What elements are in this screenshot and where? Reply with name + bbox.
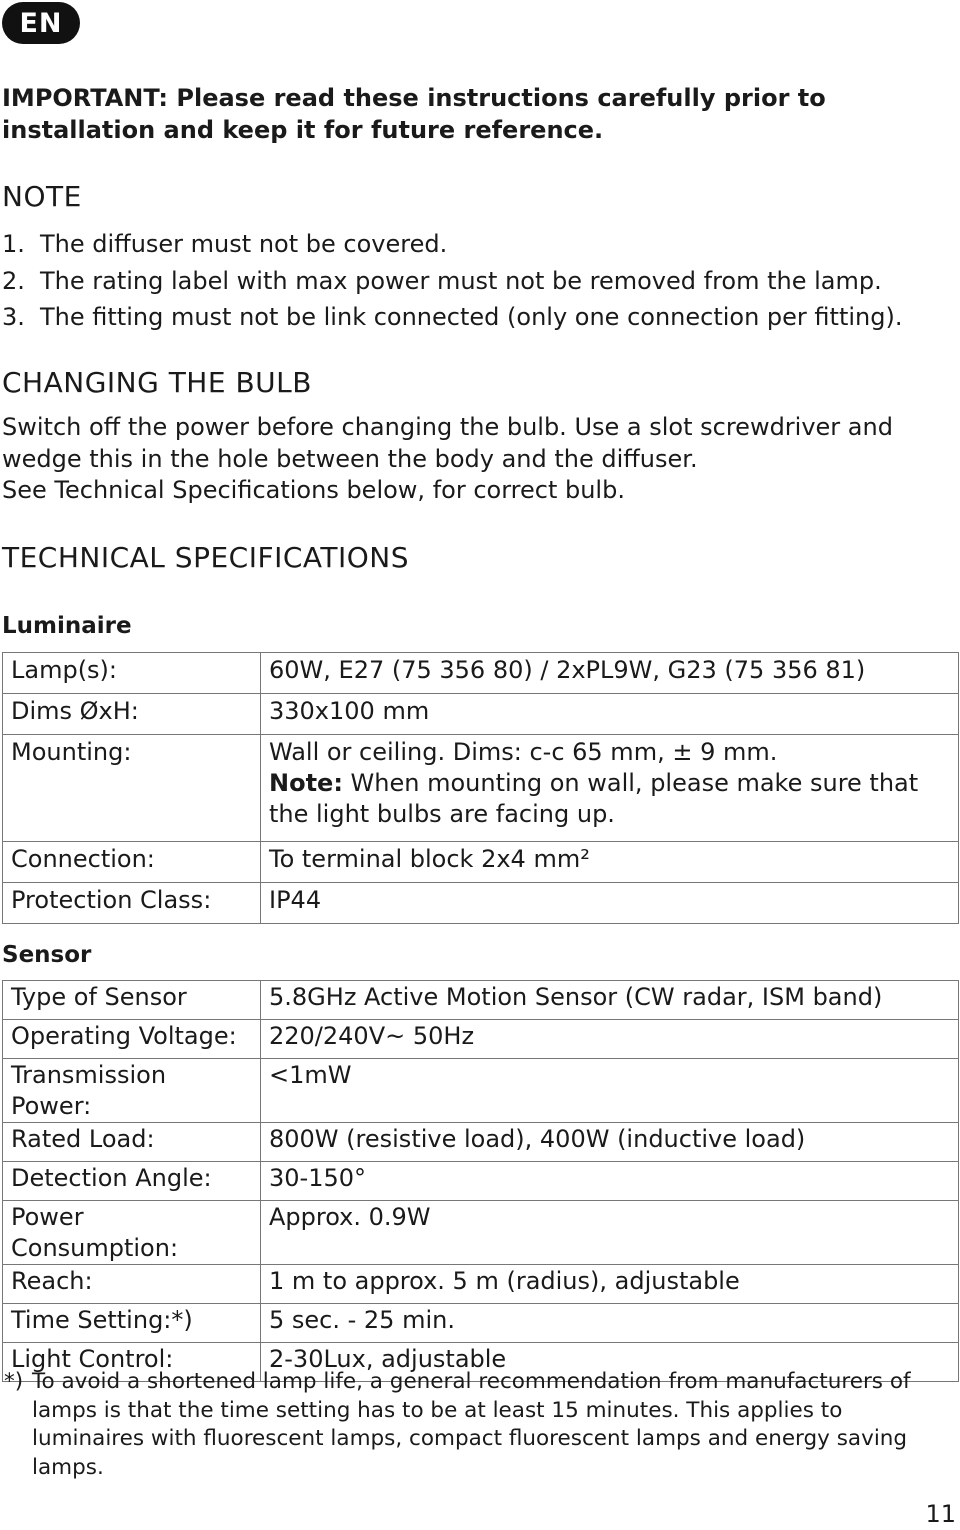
spec-value: 30-150° (261, 1162, 959, 1201)
spec-value: To terminal block 2x4 mm² (261, 842, 959, 883)
spec-label: Operating Voltage: (3, 1020, 261, 1059)
table-row (3, 694, 959, 735)
spec-label: Transmission Power: (3, 1059, 261, 1123)
spec-label: Mounting: (3, 735, 261, 842)
sensor-title: Sensor (2, 942, 92, 968)
spec-value: 800W (resistive load), 400W (inductive load) (261, 1123, 959, 1162)
spec-value: Wall or ceiling. Dims: c-c 65 mm, ± 9 mm. (269, 738, 778, 766)
list-text: The rating label with max power must not be removed from the lamp. (40, 266, 882, 295)
list-number: 1. (2, 230, 25, 258)
list-item (2, 263, 902, 300)
list-item (2, 226, 902, 263)
table-row (3, 1059, 959, 1123)
spec-value-cell (261, 735, 959, 842)
table-row (3, 1304, 959, 1343)
spec-label: Dims ØxH: (3, 694, 261, 735)
spec-label: Light Control: (3, 1343, 261, 1382)
table-row (3, 883, 959, 924)
table-row (3, 1123, 959, 1162)
footnote-mark: *) (4, 1369, 24, 1394)
tech-spec-heading: TECHNICAL SPECIFICATIONS (2, 541, 409, 574)
spec-value: 330x100 mm (261, 694, 959, 735)
bulb-instruction: Switch off the power before changing the bulb. Use a slot screwdriver and wedge this in the hole between the body and the diffuser. (2, 413, 893, 473)
note-label: Note: (269, 769, 343, 797)
table-row (3, 842, 959, 883)
spec-value: 2-30Lux, adjustable (261, 1343, 959, 1382)
sensor-table (2, 980, 959, 1382)
table-row (3, 735, 959, 842)
spec-label: Type of Sensor (3, 981, 261, 1020)
spec-label: Lamp(s): (3, 653, 261, 694)
changing-bulb-heading: CHANGING THE BULB (2, 366, 312, 399)
table-row (3, 1162, 959, 1201)
luminaire-table (2, 652, 959, 924)
footnote-text: To avoid a shortened lamp life, a general recommendation from manufacturers of lamps is that the time setting has to be at least 15 minutes. This applies to luminaires with fluorescent lamps, compact fluorescent lamps and energy saving lamps. (32, 1369, 911, 1480)
changing-bulb-text (2, 412, 952, 507)
spec-label: Protection Class: (3, 883, 261, 924)
spec-label: Reach: (3, 1265, 261, 1304)
spec-value: 220/240V~ 50Hz (261, 1020, 959, 1059)
page-number: 11 (925, 1500, 956, 1528)
table-row (3, 1201, 959, 1265)
table-row (3, 1265, 959, 1304)
spec-value: 60W, E27 (75 356 80) / 2xPL9W, G23 (75 356 81) (261, 653, 959, 694)
spec-label: Power Consumption: (3, 1201, 261, 1265)
table-row (3, 1020, 959, 1059)
spec-value: IP44 (261, 883, 959, 924)
spec-value: 5.8GHz Active Motion Sensor (CW radar, ISM band) (261, 981, 959, 1020)
language-badge: EN (2, 2, 80, 44)
spec-label: Rated Load: (3, 1123, 261, 1162)
list-number: 3. (2, 303, 25, 331)
important-notice: IMPORTANT: Please read these instructions carefully prior to installation and keep it for future reference. (2, 84, 826, 144)
spec-label: Connection: (3, 842, 261, 883)
note-list (2, 226, 902, 336)
spec-value: Approx. 0.9W (261, 1201, 959, 1265)
footnote (4, 1368, 934, 1482)
note-heading: NOTE (2, 180, 82, 213)
spec-value: 1 m to approx. 5 m (radius), adjustable (261, 1265, 959, 1304)
list-text: The fitting must not be link connected (only one connection per fitting). (40, 303, 903, 331)
table-row (3, 653, 959, 694)
note-text: When mounting on wall, please make sure that the light bulbs are facing up. (269, 769, 919, 828)
spec-value: 5 sec. - 25 min. (261, 1304, 959, 1343)
spec-value: <1mW (261, 1059, 959, 1123)
table-row (3, 981, 959, 1020)
spec-label: Time Setting:*) (3, 1304, 261, 1343)
list-item (2, 299, 902, 336)
luminaire-title: Luminaire (2, 613, 132, 639)
spec-label: Detection Angle: (3, 1162, 261, 1201)
list-text: The diffuser must not be covered. (40, 230, 448, 258)
bulb-reference: See Technical Specifications below, for correct bulb. (2, 476, 625, 504)
list-number: 2. (2, 266, 25, 295)
